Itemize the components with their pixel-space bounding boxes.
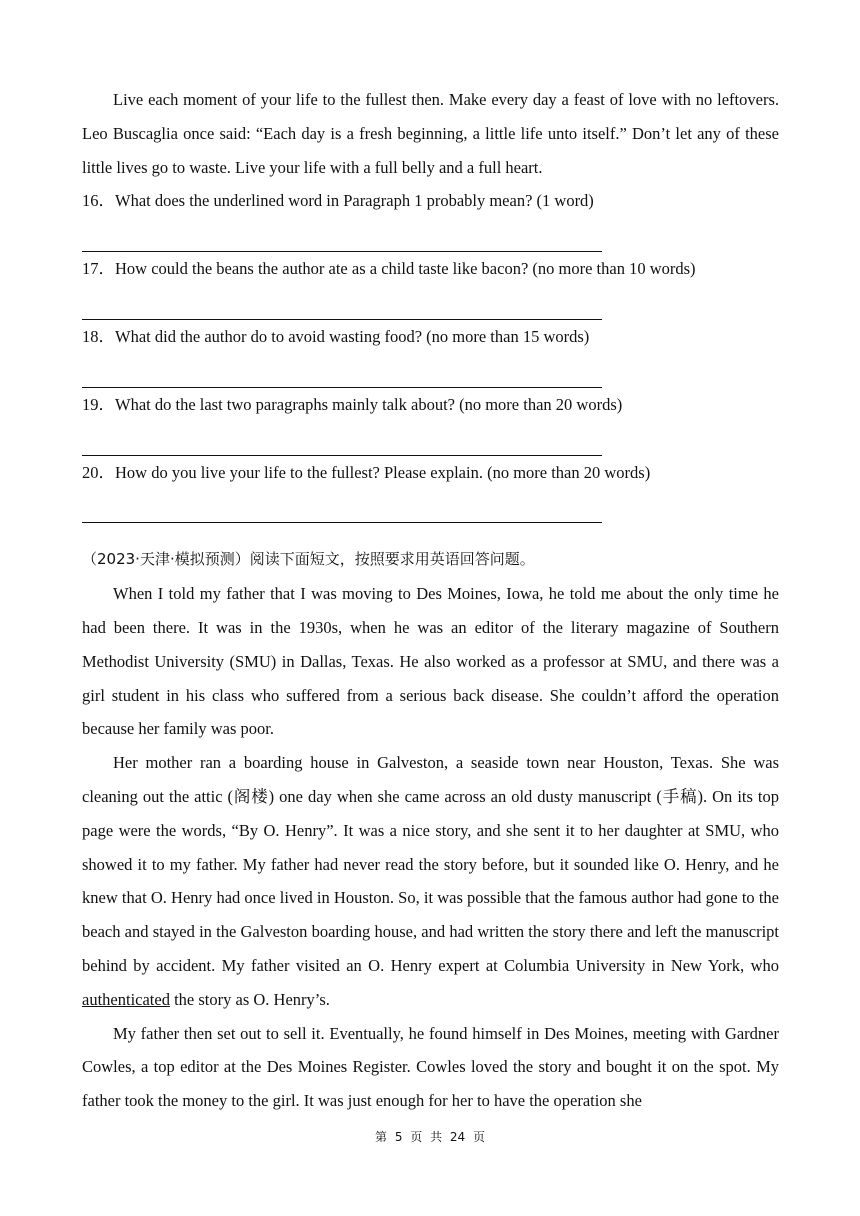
passage2-paragraph-3: My father then set out to sell it. Eventually, he found himself in Des Moines, meeting with Gardner Cowles, a top editor at the Des Moines Register. Cowles loved the story and bought it on the spot. My father took the money to the girl. It was just enough for her to have the operation she: [82, 1023, 779, 1111]
paragraph-text: Her mother ran a boarding house in Galveston, a seaside town near Houston, Texas. She was cleaning out the attic (阁楼) one day when she came across an old dusty manuscript (手稿). On its top page were the words, “By O. Henry”. It was a nice story, and she sent it to her daughter at SMU, who showed it to my father. My father had never read the story before, but it sounded like O. Henry, and he knew that O. Henry had once lived in Houston. So, it was possible that the famous author had gone to the beach and stayed in the Galveston boarding house, and had written the story there and left the manuscript behind by accident. My father visited an O. Henry expert at Columbia University in New York, who: [82, 753, 779, 975]
question-prompt: What does the underlined word in Paragraph 1 probably mean? (1 word): [115, 191, 594, 211]
passage2-source-instruction: （2023·天津·模拟预测）阅读下面短文，按照要求用英语回答问题。: [82, 550, 535, 569]
answer-line[interactable]: [82, 286, 602, 320]
question-20: [82, 456, 779, 524]
question-17: [82, 252, 779, 320]
question-number: 17．: [82, 259, 115, 279]
answer-line[interactable]: [82, 422, 602, 456]
page-indicator: 第 5 页 共 24 页: [375, 1130, 485, 1144]
document-page: [82, 83, 779, 1118]
answer-line[interactable]: [82, 489, 602, 523]
question-text: [82, 456, 779, 490]
question-18: [82, 320, 779, 388]
question-prompt: How do you live your life to the fullest? Please explain. (no more than 20 words): [115, 462, 651, 482]
question-16: [82, 184, 779, 252]
question-prompt: What do the last two paragraphs mainly talk about? (no more than 20 words): [115, 394, 623, 414]
question-text: [82, 388, 779, 422]
question-prompt: What did the author do to avoid wasting food? (no more than 15 words): [115, 326, 590, 346]
question-text: [82, 252, 779, 286]
question-text: [82, 184, 779, 218]
question-number: 19．: [82, 394, 115, 414]
passage2-paragraph-1: When I told my father that I was moving to Des Moines, Iowa, he told me about the only time he had been there. It was in the 1930s, when he was an editor of the literary magazine of Southern Methodist University (SMU) in Dallas, Texas. He also worked as a professor at SMU, and there was a girl student in his class who suffered from a serious back disease. She couldn’t afford the operation because her family was poor.: [82, 584, 779, 739]
question-number: 16．: [82, 191, 115, 211]
answer-line[interactable]: [82, 354, 602, 388]
question-text: [82, 320, 779, 354]
paragraph-text: the story as O. Henry’s.: [169, 989, 330, 1009]
question-19: [82, 388, 779, 456]
question-prompt: How could the beans the author ate as a child taste like bacon? (no more than 10 words): [115, 259, 696, 279]
page-footer: [0, 1128, 860, 1145]
passage2-paragraph-2: [82, 746, 779, 1016]
passage1-last-paragraph: Live each moment of your life to the fullest then. Make every day a feast of love with no leftovers. Leo Buscaglia once said: “Each day is a fresh beginning, a little life unto itself.” Don’t let any of these little lives go to waste. Live your life with a full belly and a full heart.: [82, 90, 779, 177]
question-number: 18．: [82, 326, 115, 346]
underlined-word: authenticated: [82, 989, 170, 1009]
question-number: 20．: [82, 462, 115, 482]
answer-line[interactable]: [82, 218, 602, 252]
